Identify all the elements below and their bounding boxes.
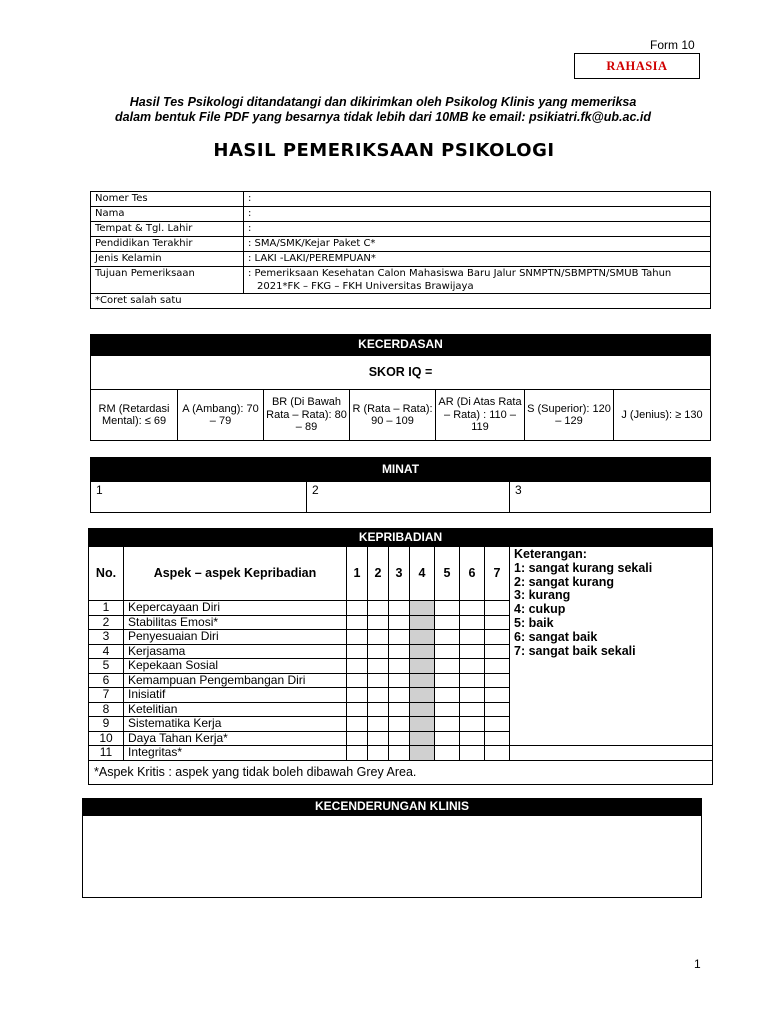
score-cell-grey-area[interactable] — [410, 630, 435, 645]
legend-item: 4: cukup — [514, 602, 566, 617]
iq-category-table — [90, 389, 711, 441]
score-cell[interactable] — [460, 659, 485, 674]
score-cell[interactable] — [368, 601, 389, 616]
page-title: HASIL PEMERIKSAAN PSIKOLOGI — [213, 140, 555, 161]
aspect-number: 9 — [89, 717, 124, 732]
identity-value[interactable]: : Pemeriksaan Kesehatan Calon Mahasiswa Baru Jalur SNMPTN/SBMPTN/SMUB Tahun 2021*FK – FKG – FKH Universitas Brawijaya — [244, 267, 711, 294]
score-cell[interactable] — [485, 615, 510, 630]
score-cell[interactable] — [368, 673, 389, 688]
score-cell[interactable] — [460, 630, 485, 645]
score-cell[interactable] — [485, 630, 510, 645]
aspect-name: Kepekaan Sosial — [124, 659, 347, 674]
score-cell-grey-area[interactable] — [410, 717, 435, 732]
iq-score-field[interactable]: SKOR IQ = — [90, 355, 711, 390]
score-cell[interactable] — [485, 659, 510, 674]
page-number: 1 — [694, 957, 701, 971]
iq-category: AR (Di Atas Rata – Rata) : 110 – 119 — [436, 390, 525, 441]
score-cell[interactable] — [389, 688, 410, 703]
aspect-number: 4 — [89, 644, 124, 659]
score-cell[interactable] — [460, 673, 485, 688]
identity-row — [91, 207, 711, 222]
identity-label: Jenis Kelamin — [91, 252, 244, 267]
identity-value[interactable]: : LAKI -LAKI/PEREMPUAN* — [244, 252, 711, 267]
aspect-number: 7 — [89, 688, 124, 703]
score-cell[interactable] — [347, 630, 368, 645]
score-cell[interactable] — [347, 644, 368, 659]
score-cell[interactable] — [460, 601, 485, 616]
score-cell[interactable] — [347, 673, 368, 688]
col-aspect-header: Aspek – aspek Kepribadian — [124, 547, 347, 601]
score-cell[interactable] — [435, 659, 460, 674]
score-cell[interactable] — [485, 644, 510, 659]
aspect-name: Integritas* — [124, 746, 347, 761]
iq-category: A (Ambang): 70 – 79 — [178, 390, 264, 441]
legend-item: 6: sangat baik — [514, 629, 598, 644]
score-cell[interactable] — [368, 702, 389, 717]
identity-label: Nomer Tes — [91, 192, 244, 207]
identity-row — [91, 222, 711, 237]
score-cell[interactable] — [368, 644, 389, 659]
aspect-number: 6 — [89, 673, 124, 688]
score-cell[interactable] — [368, 659, 389, 674]
legend-item: 2: sangat kurang — [514, 574, 615, 589]
aspect-name: Ketelitian — [124, 702, 347, 717]
score-cell-grey-area[interactable] — [410, 601, 435, 616]
aspect-name: Stabilitas Emosi* — [124, 615, 347, 630]
aspect-name: Kepercayaan Diri — [124, 601, 347, 616]
confidential-stamp: RAHASIA — [574, 53, 700, 79]
score-cell[interactable] — [347, 717, 368, 732]
critical-aspect-note: *Aspek Kritis : aspek yang tidak boleh dibawah Grey Area. — [88, 760, 713, 785]
identity-value[interactable]: : — [244, 207, 711, 222]
score-cell[interactable] — [347, 746, 368, 761]
identity-label: Tempat & Tgl. Lahir — [91, 222, 244, 237]
score-cell[interactable] — [347, 688, 368, 703]
iq-category: RM (Retardasi Mental): ≤ 69 — [91, 390, 178, 441]
minat-table — [90, 481, 711, 513]
score-cell-grey-area[interactable] — [410, 731, 435, 746]
score-cell[interactable] — [460, 644, 485, 659]
minat-slot-1[interactable]: 1 — [91, 482, 307, 513]
score-cell[interactable] — [435, 644, 460, 659]
identity-note: *Coret salah satu — [91, 294, 711, 309]
score-cell[interactable] — [485, 702, 510, 717]
score-cell[interactable] — [460, 731, 485, 746]
score-cell[interactable] — [389, 601, 410, 616]
instruction-text — [60, 95, 706, 125]
score-cell-grey-area[interactable] — [410, 644, 435, 659]
aspect-name: Sistematika Kerja — [124, 717, 347, 732]
identity-note-row — [91, 294, 711, 309]
klinis-heading: KECENDERUNGAN KLINIS — [82, 798, 702, 815]
identity-label: Pendidikan Terakhir — [91, 237, 244, 252]
score-cell[interactable] — [389, 731, 410, 746]
score-cell[interactable] — [435, 688, 460, 703]
score-cell[interactable] — [389, 659, 410, 674]
minat-heading: MINAT — [90, 457, 711, 481]
iq-category: S (Superior): 120 – 129 — [525, 390, 614, 441]
score-cell-grey-area[interactable] — [410, 615, 435, 630]
score-header: 4 — [410, 547, 435, 601]
score-cell-grey-area[interactable] — [410, 746, 435, 761]
score-cell[interactable] — [485, 673, 510, 688]
instruction-line-1: Hasil Tes Psikologi ditandatangi dan dikirimkan oleh Psikolog Klinis yang memeriksa — [129, 95, 637, 109]
aspect-number: 2 — [89, 615, 124, 630]
score-cell[interactable] — [368, 630, 389, 645]
aspect-name: Kemampuan Pengembangan Diri — [124, 673, 347, 688]
legend-title: Keterangan: — [514, 547, 587, 561]
score-cell[interactable] — [460, 615, 485, 630]
score-cell[interactable] — [460, 688, 485, 703]
identity-row — [91, 192, 711, 207]
aspect-name: Penyesuaian Diri — [124, 630, 347, 645]
instruction-line-2: dalam bentuk File PDF yang besarnya tidak lebih dari 10MB ke email: psikiatri.fk@ub.ac.id — [115, 110, 651, 124]
score-cell-grey-area[interactable] — [410, 659, 435, 674]
iq-category: R (Rata – Rata): 90 – 109 — [350, 390, 436, 441]
score-cell[interactable] — [389, 644, 410, 659]
identity-label: Tujuan Pemeriksaan — [91, 267, 244, 294]
score-cell[interactable] — [347, 659, 368, 674]
aspect-name: Inisiatif — [124, 688, 347, 703]
score-cell[interactable] — [389, 746, 410, 761]
score-cell[interactable] — [368, 717, 389, 732]
score-cell[interactable] — [368, 731, 389, 746]
identity-label: Nama — [91, 207, 244, 222]
kepribadian-heading: KEPRIBADIAN — [88, 528, 713, 546]
score-cell[interactable] — [435, 746, 460, 761]
aspect-number: 5 — [89, 659, 124, 674]
score-cell[interactable] — [485, 688, 510, 703]
score-cell[interactable] — [368, 746, 389, 761]
kepribadian-table — [88, 546, 713, 761]
score-cell[interactable] — [368, 688, 389, 703]
score-cell-grey-area[interactable] — [410, 688, 435, 703]
klinis-input-area[interactable] — [82, 815, 702, 898]
score-header: 6 — [460, 547, 485, 601]
legend-item: 7: sangat baik sekali — [514, 643, 636, 658]
score-cell[interactable] — [460, 702, 485, 717]
score-cell[interactable] — [485, 731, 510, 746]
score-cell[interactable] — [435, 717, 460, 732]
aspect-name: Daya Tahan Kerja* — [124, 731, 347, 746]
aspect-name: Kerjasama — [124, 644, 347, 659]
aspect-number: 11 — [89, 746, 124, 761]
score-header: 2 — [368, 547, 389, 601]
score-cell[interactable] — [435, 630, 460, 645]
score-header: 1 — [347, 547, 368, 601]
score-cell[interactable] — [347, 731, 368, 746]
iq-category: BR (Di Bawah Rata – Rata): 80 – 89 — [264, 390, 350, 441]
score-cell[interactable] — [389, 615, 410, 630]
identity-value[interactable]: : SMA/SMK/Kejar Paket C* — [244, 237, 711, 252]
identity-row — [91, 252, 711, 267]
aspect-number: 8 — [89, 702, 124, 717]
score-cell-grey-area[interactable] — [410, 702, 435, 717]
score-cell[interactable] — [460, 746, 485, 761]
legend-item: 1: sangat kurang sekali — [514, 560, 653, 575]
aspect-number: 10 — [89, 731, 124, 746]
identity-value[interactable]: : — [244, 222, 711, 237]
score-cell[interactable] — [347, 601, 368, 616]
minat-slot-2[interactable]: 2 — [307, 482, 510, 513]
aspect-row — [89, 746, 713, 761]
minat-slot-3[interactable]: 3 — [510, 482, 711, 513]
score-header: 3 — [389, 547, 410, 601]
score-cell[interactable] — [460, 717, 485, 732]
legend-item: 5: baik — [514, 615, 554, 630]
col-no-header: No. — [89, 547, 124, 601]
score-header: 5 — [435, 547, 460, 601]
score-cell-grey-area[interactable] — [410, 673, 435, 688]
score-cell[interactable] — [347, 615, 368, 630]
score-header: 7 — [485, 547, 510, 601]
score-cell[interactable] — [485, 601, 510, 616]
score-cell[interactable] — [435, 702, 460, 717]
legend-item: 3: kurang — [514, 588, 571, 603]
score-cell[interactable] — [435, 615, 460, 630]
score-cell[interactable] — [389, 702, 410, 717]
score-cell[interactable] — [389, 673, 410, 688]
form-number: Form 10 — [650, 38, 695, 52]
score-cell[interactable] — [389, 630, 410, 645]
score-cell[interactable] — [347, 702, 368, 717]
iq-category: J (Jenius): ≥ 130 — [614, 390, 711, 441]
identity-value[interactable]: : — [244, 192, 711, 207]
score-cell[interactable] — [368, 615, 389, 630]
identity-row — [91, 267, 711, 294]
identity-row — [91, 237, 711, 252]
score-cell[interactable] — [485, 746, 510, 761]
aspect-number: 1 — [89, 601, 124, 616]
score-cell[interactable] — [389, 717, 410, 732]
score-cell[interactable] — [485, 717, 510, 732]
score-cell[interactable] — [435, 601, 460, 616]
score-cell[interactable] — [435, 731, 460, 746]
identity-table — [90, 191, 711, 309]
legend-blank-cell — [510, 746, 713, 761]
kecerdasan-heading: KECERDASAN — [90, 334, 711, 355]
aspect-number: 3 — [89, 630, 124, 645]
score-cell[interactable] — [435, 673, 460, 688]
legend-cell — [510, 547, 713, 746]
